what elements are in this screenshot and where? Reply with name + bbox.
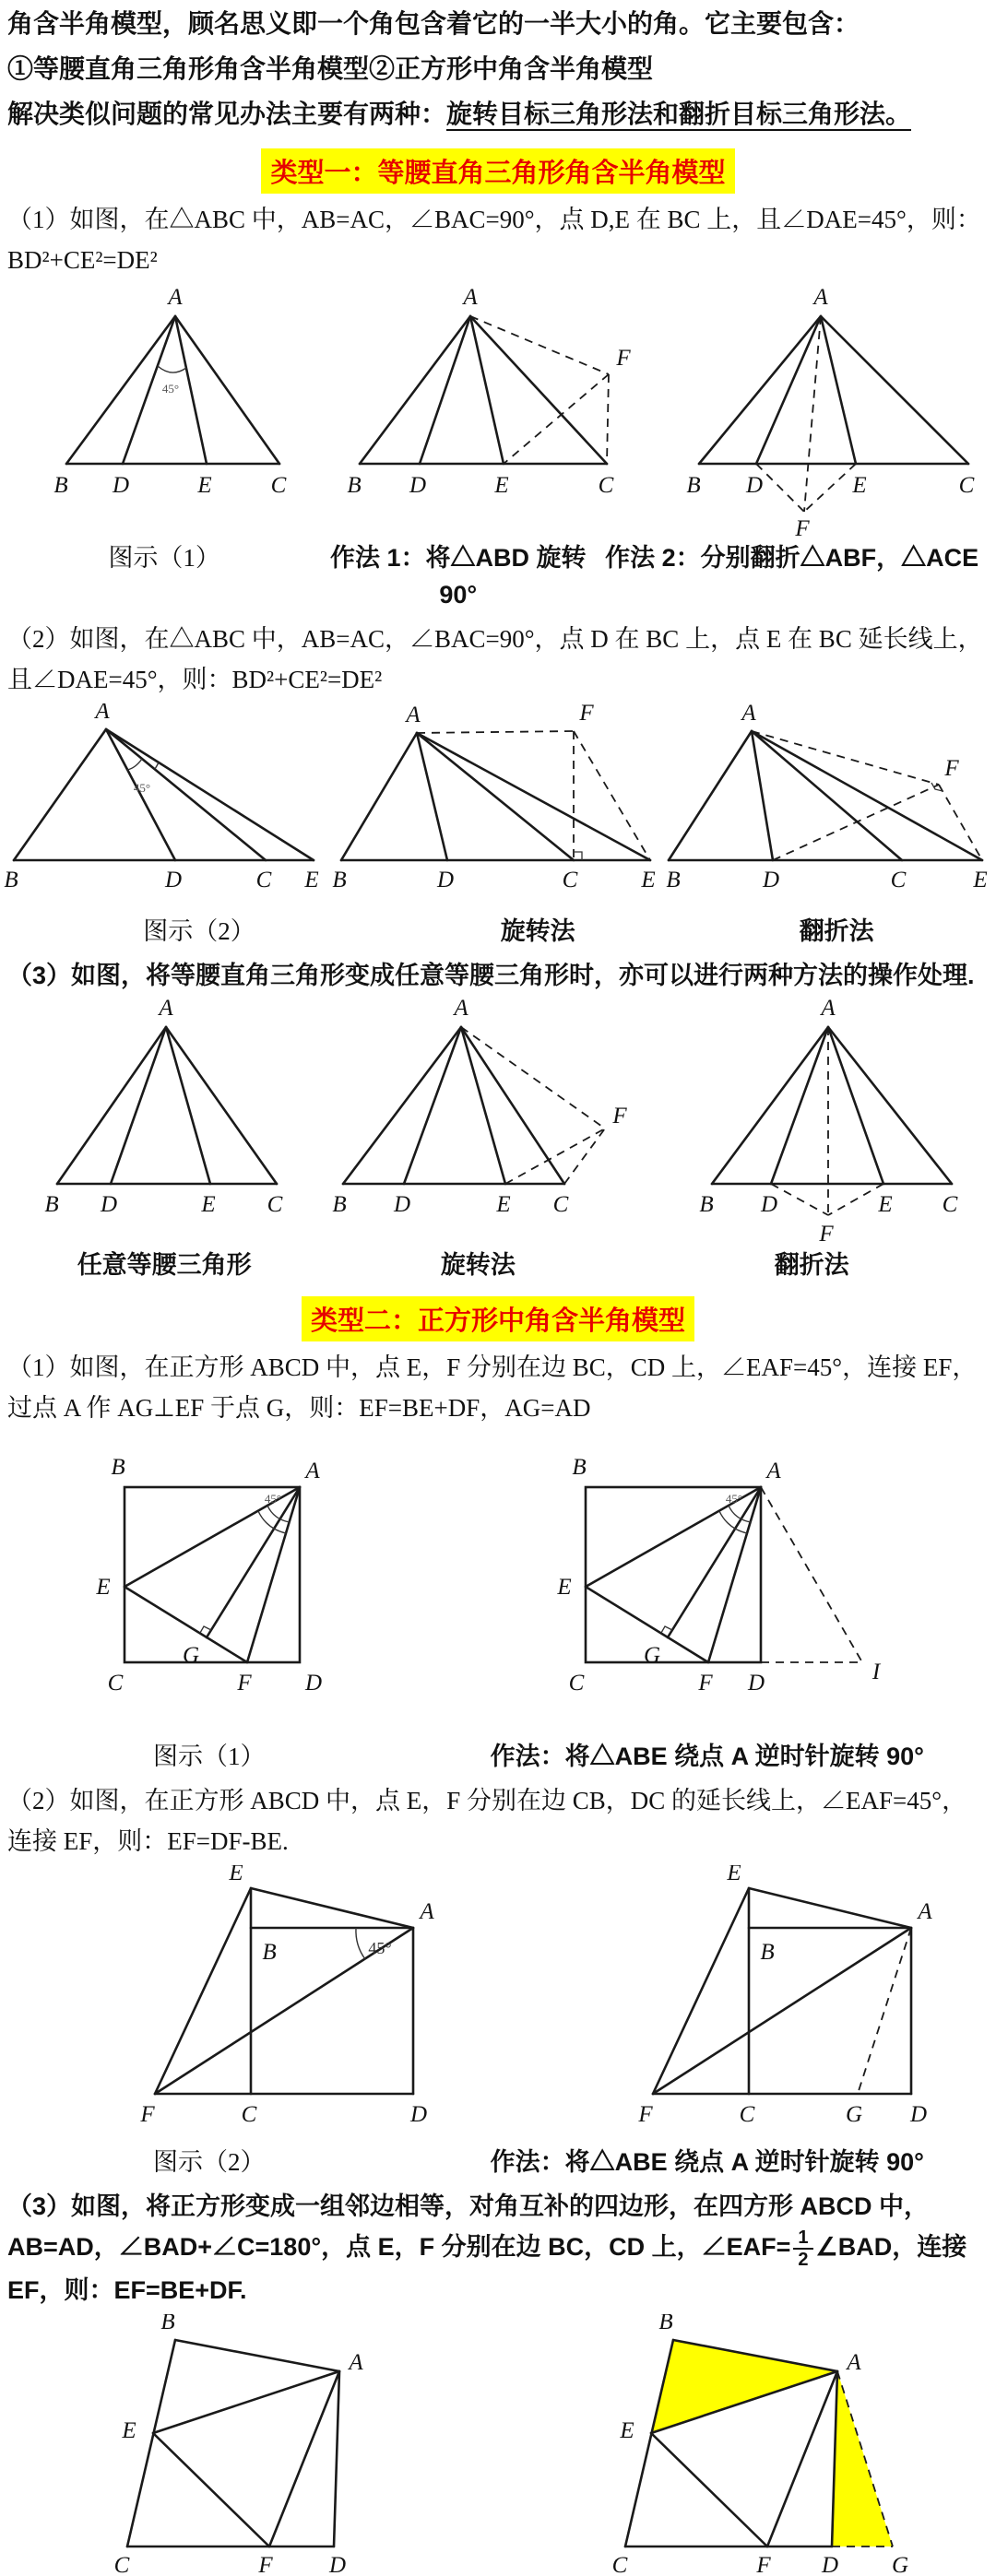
vertex-label-f: F: [944, 756, 959, 781]
vertex-label-b: B: [111, 1455, 125, 1480]
vertex-label-c: C: [241, 2102, 257, 2127]
diagram-quad-plain: [0, 2314, 498, 2576]
vertex-label-d: D: [436, 868, 455, 892]
vertex-label-e: E: [96, 1575, 111, 1600]
vertex-label-b: B: [4, 868, 18, 892]
vertex-label-b: B: [658, 2313, 673, 2334]
vertex-label-g: G: [891, 2552, 909, 2576]
vertex-label-a: A: [813, 285, 828, 310]
vertex-label-d: D: [760, 1192, 778, 1217]
vertex-label-a: A: [918, 1899, 932, 1924]
caption-figure1: 图示（1）: [153, 1743, 266, 1770]
type2-row2-diagrams: [0, 1865, 996, 2142]
worksheet-page: [0, 2, 996, 2576]
vertex-label-g: G: [845, 2102, 863, 2127]
vertex-label-e: E: [641, 868, 656, 892]
vertex-label-e: E: [201, 1192, 216, 1217]
solid-lines: [343, 1027, 564, 1184]
type1-row2-diagrams: [0, 703, 996, 911]
vertex-label-b: B: [699, 1192, 714, 1217]
vertex-label-e: E: [229, 1865, 243, 1885]
type1-row1-captions: [0, 539, 996, 613]
type1-item1-text: （1）如图，在△ABC 中，AB=AC，∠BAC=90°，点 D,E 在 BC 上，且∠DAE=45°，则：BD²+CE²=DE²: [7, 206, 981, 274]
vertex-labels: [666, 703, 987, 892]
caption-rotation: 旋转法: [500, 917, 575, 945]
angle-arc: [356, 1928, 365, 1959]
diagram-t3-folding: [664, 999, 996, 1245]
vertex-label-e: E: [973, 868, 988, 892]
vertex-label-a: A: [463, 285, 478, 310]
vertex-label-d: D: [164, 868, 183, 892]
caption-method: 作法：将△ABE 绕点 A 逆时针旋转 90°: [490, 2148, 924, 2176]
vertex-label-b: B: [347, 473, 362, 498]
vertex-label-d: D: [909, 2102, 928, 2127]
diagram-t1-figure1: [0, 284, 332, 538]
vertex-label-a: A: [159, 999, 173, 1021]
vertex-label-b: B: [53, 473, 68, 498]
vertex-label-c: C: [270, 473, 287, 498]
dashed-lines: [771, 1027, 883, 1215]
caption-figure2: 图示（2）: [143, 917, 255, 945]
vertex-label-a: A: [168, 285, 183, 310]
angle-arc: [158, 366, 186, 372]
vertex-label-b: B: [572, 1455, 587, 1480]
intro-line-1: 角含半角模型，顾名思义即一个角包含着它的一半大小的角。它主要包含：: [7, 9, 860, 38]
angle-label: 45°: [725, 1492, 743, 1506]
vertex-label-f: F: [756, 2552, 771, 2576]
vertex-label-b: B: [262, 1940, 277, 1965]
vertex-label-f: F: [579, 703, 594, 726]
vertex-label-c: C: [611, 2552, 628, 2576]
angle-arc: [127, 759, 142, 770]
vertex-label-d: D: [745, 473, 764, 498]
vertex-label-b: B: [44, 1192, 59, 1217]
type2-heading-row: [0, 1296, 996, 1341]
diagram-t3-rotation: [332, 999, 664, 1245]
caption-method2: 作法 2：分别翻折△ABF，△ACE: [605, 544, 979, 572]
vertex-label-d: D: [100, 1192, 118, 1217]
vertex-label-g: G: [182, 1643, 200, 1668]
vertex-label-f: F: [258, 2552, 273, 2576]
vertex-label-c: C: [568, 1671, 585, 1696]
dashed-lines: [858, 1928, 911, 2094]
vertex-label-d: D: [762, 868, 780, 892]
fraction-numerator: 1: [793, 2227, 812, 2250]
vertex-labels: [53, 285, 286, 498]
vertex-labels: [139, 1865, 434, 2127]
right-angle-mark: [574, 852, 582, 860]
vertex-label-i: I: [872, 1660, 881, 1684]
vertex-labels: [4, 703, 318, 892]
vertex-label-b: B: [160, 2313, 175, 2334]
vertex-label-a: A: [95, 703, 110, 724]
diagram-t1-method1: [332, 284, 664, 538]
vertex-label-d: D: [393, 1192, 411, 1217]
vertex-labels: [637, 1865, 932, 2127]
type2-item3-text: [7, 2186, 989, 2310]
diagram-square-figure1: [0, 1432, 498, 1736]
diagram-t3-isosceles: [0, 999, 332, 1245]
vertex-label-g: G: [643, 1643, 661, 1668]
vertex-label-c: C: [562, 868, 578, 892]
angle-label: 45°: [264, 1492, 282, 1506]
intro-line-2: ①等腰直角三角形角含半角模型②正方形中角含半角模型: [7, 54, 654, 83]
type1-item2-text: （2）如图，在△ABC 中，AB=AC，∠BAC=90°，点 D 在 BC 上，点 E 在 BC 延长线上，且∠DAE=45°，则：BD²+CE²=DE²: [7, 625, 983, 693]
solid-lines: [360, 316, 607, 464]
vertex-label-a: A: [847, 2349, 861, 2375]
intro-block: [0, 2, 996, 136]
caption-figure2: 图示（2）: [153, 2148, 266, 2176]
vertex-label-a: A: [305, 1459, 320, 1483]
caption-method: 作法：将△ABE 绕点 A 逆时针旋转 90°: [490, 1743, 924, 1770]
vertex-label-e: E: [620, 2417, 634, 2443]
vertex-label-c: C: [267, 1192, 283, 1217]
vertex-label-e: E: [852, 473, 867, 498]
caption-method1: 作法 1：将△ABD 旋转 90°: [330, 544, 587, 609]
vertex-label-c: C: [598, 473, 614, 498]
type1-row3-diagrams: [0, 999, 996, 1245]
vertex-label-c: C: [958, 473, 975, 498]
angle-label: 45°: [133, 781, 151, 795]
intro-line-3: [7, 92, 989, 136]
type1-heading: 类型一：等腰直角三角形角含半角模型: [261, 148, 734, 194]
solid-lines: [14, 729, 314, 860]
vertex-labels: [686, 285, 974, 538]
vertex-label-f: F: [795, 516, 810, 538]
vertex-label-a: A: [821, 999, 836, 1021]
solid-lines: [669, 731, 982, 860]
item3-suffix: ∠BAD，连接 EF，则：EF=BE+DF.: [7, 2233, 967, 2304]
diagram-t2-folding: [664, 703, 996, 911]
vertex-label-e: E: [197, 473, 212, 498]
diagram-square-method2: [498, 1865, 996, 2142]
vertex-label-a: A: [349, 2349, 363, 2375]
caption-folding: 翻折法: [799, 917, 874, 945]
vertex-label-a: A: [741, 703, 756, 726]
solid-lines: [699, 316, 968, 464]
vertex-label-a: A: [766, 1459, 781, 1483]
item3-prefix: （3）如图，将正方形变成一组邻边相等，对角互补的四边形，在四方形 ABCD 中，AB=AD，∠BAD+∠C=180°，点 E，F 分别在边 BC，CD 上，∠EAF=: [7, 2192, 930, 2261]
vertex-label-c: C: [113, 2552, 130, 2576]
type2-row2-captions: [0, 2144, 996, 2180]
vertex-label-b: B: [760, 1940, 775, 1965]
vertex-label-d: D: [409, 473, 427, 498]
vertex-label-c: C: [739, 2102, 755, 2127]
diagram-t1-method2: [664, 284, 996, 538]
vertex-label-e: E: [494, 473, 509, 498]
solid-lines: [127, 2340, 339, 2546]
vertex-label-b: B: [686, 473, 701, 498]
vertex-label-a: A: [406, 703, 421, 727]
vertex-label-f: F: [819, 1222, 834, 1245]
solid-lines: [155, 1888, 413, 2094]
vertex-labels: [347, 285, 631, 498]
type2-row1-captions: [0, 1738, 996, 1775]
type2-item2-text: （2）如图，在正方形 ABCD 中，点 E，F 分别在边 CB，DC 的延长线上，∠EAF=45°，连接 EF，则：EF=DF-BE.: [7, 1787, 967, 1855]
type1-row1-diagrams: [0, 284, 996, 538]
vertex-label-f: F: [698, 1671, 713, 1696]
caption-figure1: 图示（1）: [108, 544, 220, 572]
diagram-t2-rotation: [332, 703, 664, 911]
dashed-lines: [761, 1487, 862, 1662]
vertex-label-f: F: [616, 346, 631, 371]
solid-lines: [712, 1027, 952, 1184]
type2-row3-diagrams: [0, 2314, 996, 2576]
vertex-label-f: F: [140, 2102, 155, 2127]
intro-line-3-underlined: 旋转目标三角形法和翻折目标三角形法。: [446, 100, 911, 131]
fraction-one-half: [793, 2227, 812, 2270]
vertex-label-e: E: [496, 1192, 511, 1217]
intro-line-3-prefix: 解决类似问题的常见办法主要有两种：: [7, 100, 447, 128]
vertex-label-d: D: [409, 2102, 428, 2127]
vertex-label-f: F: [237, 1671, 252, 1696]
vertex-label-e: E: [304, 868, 319, 892]
vertex-label-e: E: [122, 2417, 136, 2443]
vertex-label-d: D: [821, 2552, 839, 2576]
type2-row1-diagrams: [0, 1432, 996, 1736]
vertex-label-c: C: [107, 1671, 124, 1696]
type1-row2-captions: [0, 913, 996, 950]
type1-item3-text: （3）如图，将等腰直角三角形变成任意等腰三角形时，亦可以进行两种方法的操作处理.: [7, 962, 975, 989]
vertex-label-c: C: [552, 1192, 569, 1217]
diagram-t2-figure2: [0, 703, 332, 911]
type1-heading-row: [0, 148, 996, 194]
type2-item1-text: （1）如图，在正方形 ABCD 中，点 E，F 分别在边 BC，CD 上，∠EAF=45°，连接 EF，过点 A 作 AG⊥EF 于点 G，则：EF=BE+DF，AG=AD: [7, 1353, 978, 1422]
vertex-label-c: C: [890, 868, 907, 892]
dashed-lines: [756, 316, 856, 512]
caption-folding: 翻折法: [774, 1251, 849, 1279]
solid-lines: [57, 1027, 277, 1184]
vertex-label-e: E: [878, 1192, 893, 1217]
vertex-label-d: D: [747, 1671, 765, 1696]
vertex-label-f: F: [612, 1104, 627, 1128]
vertex-label-a: A: [420, 1899, 434, 1924]
diagram-quad-highlighted: [498, 2314, 996, 2576]
vertex-label-b: B: [332, 868, 347, 892]
caption-any-isosceles: 任意等腰三角形: [77, 1251, 252, 1279]
type1-row3-captions: [0, 1247, 996, 1283]
vertex-label-c: C: [255, 868, 272, 892]
solid-lines: [653, 1888, 911, 2094]
diagram-square-method1: [498, 1432, 996, 1736]
solid-lines: [341, 733, 650, 860]
vertex-labels: [95, 1455, 322, 1696]
diagram-square-figure2: [0, 1865, 498, 2142]
triangle-adg-fill: [832, 2371, 893, 2546]
vertex-label-f: F: [638, 2102, 653, 2127]
vertex-label-a: A: [454, 999, 468, 1021]
vertex-label-d: D: [112, 473, 130, 498]
vertex-label-b: B: [666, 868, 681, 892]
vertex-label-e: E: [727, 1865, 741, 1885]
vertex-label-b: B: [332, 1192, 347, 1217]
vertex-label-d: D: [328, 2552, 347, 2576]
angle-label: 45°: [161, 382, 180, 396]
type2-heading: 类型二：正方形中角含半角模型: [302, 1296, 694, 1341]
vertex-label-e: E: [557, 1575, 572, 1600]
fraction-denominator: 2: [798, 2249, 809, 2270]
caption-rotation: 旋转法: [440, 1251, 516, 1279]
angle-label: 45°: [368, 1939, 392, 1957]
vertex-label-d: D: [304, 1671, 323, 1696]
angle-arc-2: [155, 762, 159, 769]
vertex-label-c: C: [942, 1192, 958, 1217]
